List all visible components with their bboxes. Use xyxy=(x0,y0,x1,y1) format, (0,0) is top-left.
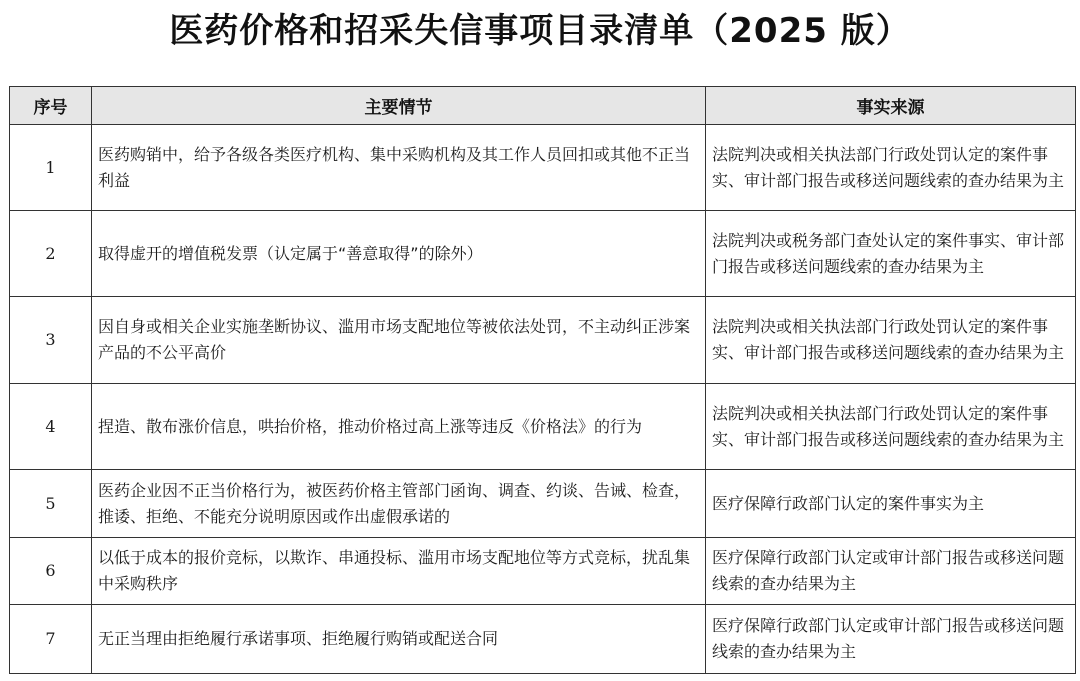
row-number: 1 xyxy=(10,125,92,211)
table-header-row xyxy=(10,87,1076,125)
table-row xyxy=(10,384,1076,470)
row-main: 因自身或相关企业实施垄断协议、滥用市场支配地位等被依法处罚，不主动纠正涉案产品的不公平高价 xyxy=(92,297,706,384)
row-main: 无正当理由拒绝履行承诺事项、拒绝履行购销或配送合同 xyxy=(92,605,706,674)
document-title: 医药价格和招采失信事项目录清单（2025 版） xyxy=(169,11,911,51)
row-source: 法院判决或相关执法部门行政处罚认定的案件事实、审计部门报告或移送问题线索的查办结果为主 xyxy=(706,384,1076,470)
row-number: 2 xyxy=(10,211,92,297)
table-row xyxy=(10,470,1076,538)
table-row xyxy=(10,605,1076,674)
row-source: 法院判决或税务部门查处认定的案件事实、审计部门报告或移送问题线索的查办结果为主 xyxy=(706,211,1076,297)
row-number: 7 xyxy=(10,605,92,674)
header-number: 序号 xyxy=(10,87,92,125)
row-source: 医疗保障行政部门认定的案件事实为主 xyxy=(706,470,1076,538)
row-source: 法院判决或相关执法部门行政处罚认定的案件事实、审计部门报告或移送问题线索的查办结果为主 xyxy=(706,125,1076,211)
table-row xyxy=(10,125,1076,211)
row-number: 6 xyxy=(10,538,92,605)
catalog-table xyxy=(9,86,1076,674)
row-main: 取得虚开的增值税发票（认定属于“善意取得”的除外） xyxy=(92,211,706,297)
header-main: 主要情节 xyxy=(92,87,706,125)
table-row xyxy=(10,297,1076,384)
table-row xyxy=(10,211,1076,297)
row-main: 捏造、散布涨价信息，哄抬价格，推动价格过高上涨等违反《价格法》的行为 xyxy=(92,384,706,470)
row-source: 医疗保障行政部门认定或审计部门报告或移送问题线索的查办结果为主 xyxy=(706,605,1076,674)
row-source: 法院判决或相关执法部门行政处罚认定的案件事实、审计部门报告或移送问题线索的查办结果为主 xyxy=(706,297,1076,384)
row-number: 4 xyxy=(10,384,92,470)
table-row xyxy=(10,538,1076,605)
header-source: 事实来源 xyxy=(706,87,1076,125)
row-main: 医药购销中，给予各级各类医疗机构、集中采购机构及其工作人员回扣或其他不正当利益 xyxy=(92,125,706,211)
row-main: 医药企业因不正当价格行为，被医药价格主管部门函询、调查、约谈、告诫、检查，推诿、拒绝、不能充分说明原因或作出虚假承诺的 xyxy=(92,470,706,538)
row-number: 3 xyxy=(10,297,92,384)
row-source: 医疗保障行政部门认定或审计部门报告或移送问题线索的查办结果为主 xyxy=(706,538,1076,605)
row-main: 以低于成本的报价竞标，以欺诈、串通投标、滥用市场支配地位等方式竞标，扰乱集中采购秩序 xyxy=(92,538,706,605)
row-number: 5 xyxy=(10,470,92,538)
